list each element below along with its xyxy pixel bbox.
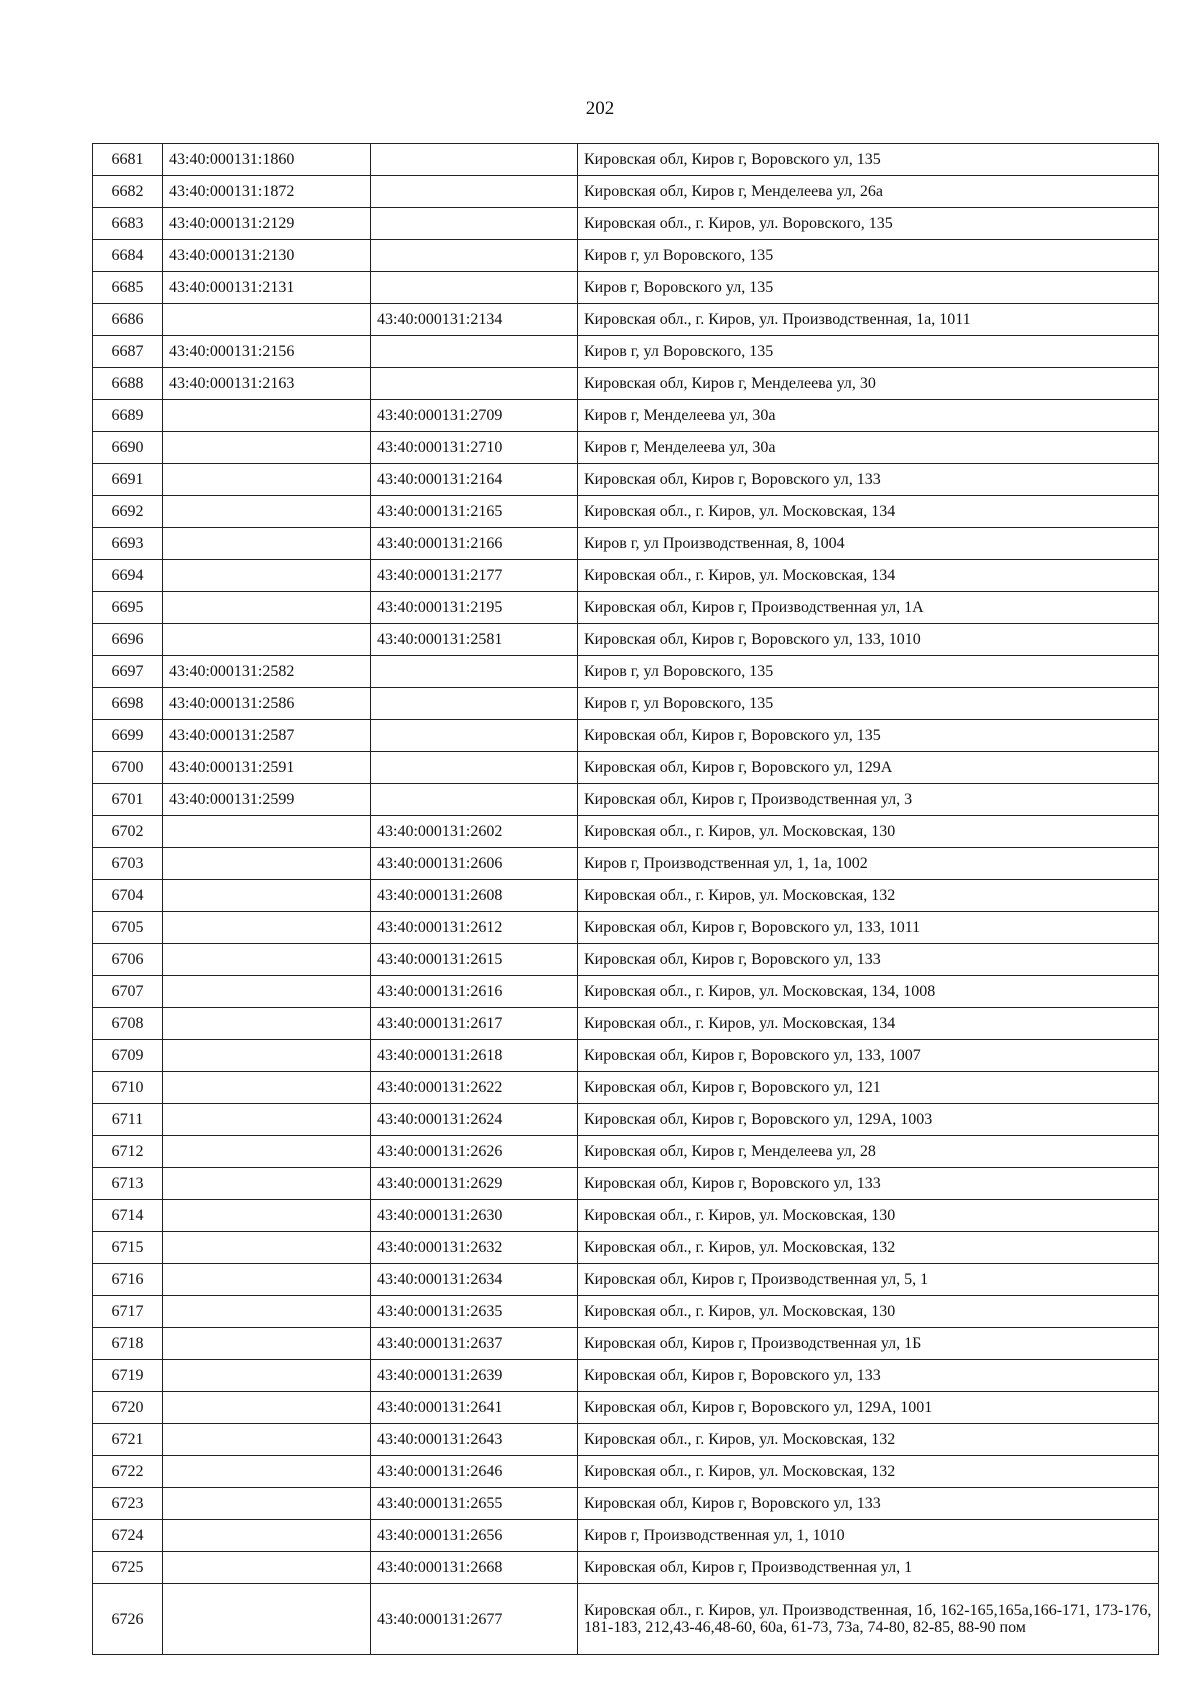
row-number-cell: 6686 [93,304,163,336]
address-cell: Кировская обл, Киров г, Воровского ул, 135 [578,144,1159,176]
cadastral-number-cell [163,1072,371,1104]
cadastral-number-2-cell [371,176,578,208]
address-cell: Кировская обл., г. Киров, ул. Московская, 130 [578,816,1159,848]
cadastral-number-2-cell: 43:40:000131:2624 [371,1104,578,1136]
row-number-cell: 6703 [93,848,163,880]
address-cell: Кировская обл, Киров г, Воровского ул, 129А [578,752,1159,784]
cadastral-number-2-cell [371,784,578,816]
table-row [93,1168,1159,1200]
cadastral-number-cell [163,1296,371,1328]
row-number-cell: 6689 [93,400,163,432]
cadastral-number-cell [163,1520,371,1552]
address-cell: Киров г, Производственная ул, 1, 1010 [578,1520,1159,1552]
row-number-cell: 6704 [93,880,163,912]
cadastral-number-cell: 43:40:000131:2131 [163,272,371,304]
row-number-cell: 6722 [93,1456,163,1488]
table-row [93,688,1159,720]
table-row [93,1520,1159,1552]
cadastral-number-2-cell: 43:40:000131:2602 [371,816,578,848]
cadastral-number-2-cell: 43:40:000131:2710 [371,432,578,464]
cadastral-number-2-cell [371,368,578,400]
cadastral-number-cell: 43:40:000131:1872 [163,176,371,208]
row-number-cell: 6683 [93,208,163,240]
cadastral-number-cell [163,304,371,336]
table-row [93,432,1159,464]
table-row [93,464,1159,496]
address-cell: Кировская обл., г. Киров, ул. Производственная, 1а, 1011 [578,304,1159,336]
row-number-cell: 6720 [93,1392,163,1424]
cadastral-number-cell [163,1392,371,1424]
row-number-cell: 6714 [93,1200,163,1232]
table-row [93,304,1159,336]
table-row [93,496,1159,528]
cadastral-number-cell [163,816,371,848]
cadastral-number-cell [163,1328,371,1360]
cadastral-number-2-cell: 43:40:000131:2134 [371,304,578,336]
table-row [93,1584,1159,1655]
row-number-cell: 6724 [93,1520,163,1552]
cadastral-number-2-cell: 43:40:000131:2641 [371,1392,578,1424]
row-number-cell: 6702 [93,816,163,848]
address-cell: Киров г, Производственная ул, 1, 1а, 1002 [578,848,1159,880]
row-number-cell: 6718 [93,1328,163,1360]
cadastral-number-cell: 43:40:000131:2586 [163,688,371,720]
table-row [93,1264,1159,1296]
row-number-cell: 6687 [93,336,163,368]
address-cell: Кировская обл, Киров г, Производственная ул, 5, 1 [578,1264,1159,1296]
cadastral-number-cell [163,912,371,944]
address-cell: Кировская обл, Киров г, Воровского ул, 133 [578,944,1159,976]
table-row [93,144,1159,176]
cadastral-number-2-cell: 43:40:000131:2615 [371,944,578,976]
address-cell: Кировская обл, Киров г, Воровского ул, 121 [578,1072,1159,1104]
row-number-cell: 6699 [93,720,163,752]
cadastral-number-cell [163,1200,371,1232]
address-cell: Кировская обл, Киров г, Производственная ул, 3 [578,784,1159,816]
cadastral-number-cell [163,976,371,1008]
address-cell: Кировская обл., г. Киров, ул. Московская, 132 [578,1232,1159,1264]
table-row [93,240,1159,272]
address-cell: Кировская обл, Киров г, Менделеева ул, 28 [578,1136,1159,1168]
table-row [93,272,1159,304]
row-number-cell: 6701 [93,784,163,816]
cadastral-number-cell [163,880,371,912]
row-number-cell: 6725 [93,1552,163,1584]
cadastral-number-cell: 43:40:000131:2129 [163,208,371,240]
table-row [93,880,1159,912]
cadastral-number-cell: 43:40:000131:2582 [163,656,371,688]
cadastral-number-2-cell: 43:40:000131:2677 [371,1584,578,1655]
row-number-cell: 6705 [93,912,163,944]
cadastral-number-cell [163,496,371,528]
address-cell: Кировская обл., г. Киров, ул. Московская, 134 [578,496,1159,528]
address-cell: Кировская обл, Киров г, Воровского ул, 133, 1010 [578,624,1159,656]
cadastral-number-cell [163,1584,371,1655]
cadastral-number-2-cell: 43:40:000131:2655 [371,1488,578,1520]
table-row [93,848,1159,880]
address-cell: Кировская обл, Киров г, Воровского ул, 133 [578,1488,1159,1520]
address-cell: Кировская обл, Киров г, Менделеева ул, 30 [578,368,1159,400]
cadastral-number-cell [163,592,371,624]
row-number-cell: 6694 [93,560,163,592]
cadastral-number-cell [163,1264,371,1296]
cadastral-number-cell [163,1232,371,1264]
table-row [93,528,1159,560]
cadastral-number-cell [163,1456,371,1488]
table-row [93,944,1159,976]
table-row [93,368,1159,400]
row-number-cell: 6692 [93,496,163,528]
table-row [93,1296,1159,1328]
row-number-cell: 6711 [93,1104,163,1136]
cadastral-number-2-cell: 43:40:000131:2195 [371,592,578,624]
address-cell: Кировская обл., г. Киров, ул. Производственная, 1б, 162-165,165а,166-171, 173-176, 181-183, 212,43-46,48-60, 60а, 61-73, 73а, 74-80, 82-85, 88-90 пом [578,1584,1159,1655]
row-number-cell: 6712 [93,1136,163,1168]
address-cell: Киров г, ул Воровского, 135 [578,336,1159,368]
address-cell: Киров г, Воровского ул, 135 [578,272,1159,304]
cadastral-number-cell [163,848,371,880]
cadastral-number-2-cell [371,688,578,720]
row-number-cell: 6688 [93,368,163,400]
table-row [93,208,1159,240]
address-cell: Кировская обл, Киров г, Воровского ул, 129А, 1001 [578,1392,1159,1424]
address-cell: Кировская обл., г. Киров, ул. Московская, 132 [578,880,1159,912]
table-row [93,1040,1159,1072]
row-number-cell: 6708 [93,1008,163,1040]
cadastral-number-cell [163,1488,371,1520]
address-cell: Кировская обл., г. Киров, ул. Московская, 130 [578,1200,1159,1232]
cadastral-number-2-cell: 43:40:000131:2630 [371,1200,578,1232]
address-cell: Кировская обл, Киров г, Производственная ул, 1 [578,1552,1159,1584]
row-number-cell: 6719 [93,1360,163,1392]
cadastral-number-2-cell: 43:40:000131:2166 [371,528,578,560]
table-row [93,1552,1159,1584]
row-number-cell: 6693 [93,528,163,560]
table-row [93,1232,1159,1264]
cadastral-number-2-cell: 43:40:000131:2635 [371,1296,578,1328]
cadastral-number-2-cell [371,752,578,784]
table-row [93,1456,1159,1488]
address-cell: Кировская обл., г. Киров, ул. Московская, 134, 1008 [578,976,1159,1008]
row-number-cell: 6715 [93,1232,163,1264]
row-number-cell: 6690 [93,432,163,464]
row-number-cell: 6684 [93,240,163,272]
row-number-cell: 6710 [93,1072,163,1104]
cadastral-number-2-cell: 43:40:000131:2646 [371,1456,578,1488]
table-row [93,816,1159,848]
cadastral-number-2-cell: 43:40:000131:2164 [371,464,578,496]
table-row [93,1488,1159,1520]
address-cell: Кировская обл., г. Киров, ул. Московская, 132 [578,1456,1159,1488]
cadastral-number-2-cell: 43:40:000131:2668 [371,1552,578,1584]
row-number-cell: 6706 [93,944,163,976]
table-row [93,400,1159,432]
row-number-cell: 6713 [93,1168,163,1200]
cadastral-number-2-cell: 43:40:000131:2629 [371,1168,578,1200]
cadastral-number-cell [163,1136,371,1168]
cadastral-number-2-cell: 43:40:000131:2581 [371,624,578,656]
cadastral-number-2-cell: 43:40:000131:2608 [371,880,578,912]
row-number-cell: 6717 [93,1296,163,1328]
address-cell: Кировская обл, Киров г, Производственная ул, 1А [578,592,1159,624]
table-row [93,1008,1159,1040]
address-cell: Кировская обл, Киров г, Воровского ул, 133 [578,464,1159,496]
table-row [93,592,1159,624]
address-cell: Киров г, ул Воровского, 135 [578,688,1159,720]
cadastral-number-2-cell: 43:40:000131:2626 [371,1136,578,1168]
table-row [93,1328,1159,1360]
table-row [93,1104,1159,1136]
table-row [93,624,1159,656]
table-row [93,784,1159,816]
address-cell: Кировская обл, Киров г, Воровского ул, 133, 1007 [578,1040,1159,1072]
cadastral-number-cell: 43:40:000131:2156 [163,336,371,368]
cadastral-number-cell [163,560,371,592]
cadastral-number-2-cell: 43:40:000131:2634 [371,1264,578,1296]
cadastral-number-cell [163,944,371,976]
table-body [93,144,1159,1655]
cadastral-number-cell [163,1424,371,1456]
address-cell: Киров г, ул Воровского, 135 [578,240,1159,272]
table-row [93,1072,1159,1104]
cadastral-number-cell [163,1104,371,1136]
address-cell: Кировская обл, Киров г, Воровского ул, 133 [578,1360,1159,1392]
cadastral-number-cell [163,1360,371,1392]
row-number-cell: 6716 [93,1264,163,1296]
cadastral-number-cell [163,1168,371,1200]
address-cell: Кировская обл, Киров г, Воровского ул, 129А, 1003 [578,1104,1159,1136]
row-number-cell: 6698 [93,688,163,720]
cadastral-number-cell [163,1008,371,1040]
row-number-cell: 6685 [93,272,163,304]
cadastral-number-2-cell: 43:40:000131:2618 [371,1040,578,1072]
cadastral-number-2-cell [371,336,578,368]
page-number: 202 [585,98,615,119]
cadastral-number-2-cell: 43:40:000131:2606 [371,848,578,880]
row-number-cell: 6696 [93,624,163,656]
cadastral-number-2-cell: 43:40:000131:2622 [371,1072,578,1104]
table-row [93,176,1159,208]
cadastral-number-2-cell: 43:40:000131:2165 [371,496,578,528]
row-number-cell: 6700 [93,752,163,784]
table-row [93,1360,1159,1392]
row-number-cell: 6707 [93,976,163,1008]
cadastral-number-cell [163,624,371,656]
cadastral-number-cell [163,1552,371,1584]
table-row [93,912,1159,944]
cadastral-number-2-cell: 43:40:000131:2637 [371,1328,578,1360]
cadastral-number-cell [163,464,371,496]
cadastral-number-cell [163,528,371,560]
address-cell: Киров г, Менделеева ул, 30а [578,432,1159,464]
table-row [93,976,1159,1008]
table-row [93,656,1159,688]
address-cell: Кировская обл., г. Киров, ул. Московская, 130 [578,1296,1159,1328]
row-number-cell: 6726 [93,1584,163,1655]
address-cell: Киров г, ул Воровского, 135 [578,656,1159,688]
cadastral-number-cell: 43:40:000131:2163 [163,368,371,400]
row-number-cell: 6723 [93,1488,163,1520]
table-row [93,1136,1159,1168]
address-cell: Кировская обл, Киров г, Воровского ул, 135 [578,720,1159,752]
address-cell: Кировская обл, Киров г, Воровского ул, 133, 1011 [578,912,1159,944]
address-cell: Кировская обл, Киров г, Воровского ул, 133 [578,1168,1159,1200]
cadastral-number-2-cell [371,144,578,176]
address-cell: Кировская обл, Киров г, Менделеева ул, 26а [578,176,1159,208]
row-number-cell: 6721 [93,1424,163,1456]
cadastral-number-2-cell: 43:40:000131:2632 [371,1232,578,1264]
cadastral-number-2-cell: 43:40:000131:2617 [371,1008,578,1040]
table-row [93,720,1159,752]
cadastral-number-2-cell [371,272,578,304]
cadastral-number-2-cell: 43:40:000131:2616 [371,976,578,1008]
cadastral-number-2-cell: 43:40:000131:2177 [371,560,578,592]
row-number-cell: 6709 [93,1040,163,1072]
cadastral-number-cell: 43:40:000131:1860 [163,144,371,176]
cadastral-number-2-cell [371,656,578,688]
table-row [93,1424,1159,1456]
address-cell: Кировская обл., г. Киров, ул. Московская, 134 [578,560,1159,592]
address-cell: Киров г, ул Производственная, 8, 1004 [578,528,1159,560]
cadastral-number-cell: 43:40:000131:2130 [163,240,371,272]
cadastral-number-cell: 43:40:000131:2591 [163,752,371,784]
address-cell: Кировская обл., г. Киров, ул. Воровского, 135 [578,208,1159,240]
row-number-cell: 6691 [93,464,163,496]
address-cell: Кировская обл., г. Киров, ул. Московская, 134 [578,1008,1159,1040]
cadastral-number-cell: 43:40:000131:2587 [163,720,371,752]
cadastral-number-cell [163,432,371,464]
cadastral-number-2-cell [371,240,578,272]
address-cell: Киров г, Менделеева ул, 30а [578,400,1159,432]
cadastral-number-cell: 43:40:000131:2599 [163,784,371,816]
table-row [93,336,1159,368]
row-number-cell: 6682 [93,176,163,208]
table-row [93,1392,1159,1424]
row-number-cell: 6695 [93,592,163,624]
table-row [93,1200,1159,1232]
table-row [93,752,1159,784]
cadastral-number-2-cell [371,720,578,752]
row-number-cell: 6697 [93,656,163,688]
cadastral-number-cell [163,1040,371,1072]
cadastral-number-2-cell: 43:40:000131:2639 [371,1360,578,1392]
registry-table [92,143,1159,1655]
cadastral-number-2-cell: 43:40:000131:2612 [371,912,578,944]
table-row [93,560,1159,592]
cadastral-number-2-cell: 43:40:000131:2656 [371,1520,578,1552]
address-cell: Кировская обл., г. Киров, ул. Московская, 132 [578,1424,1159,1456]
cadastral-number-cell [163,400,371,432]
address-cell: Кировская обл, Киров г, Производственная ул, 1Б [578,1328,1159,1360]
row-number-cell: 6681 [93,144,163,176]
cadastral-number-2-cell: 43:40:000131:2643 [371,1424,578,1456]
cadastral-number-2-cell: 43:40:000131:2709 [371,400,578,432]
cadastral-number-2-cell [371,208,578,240]
